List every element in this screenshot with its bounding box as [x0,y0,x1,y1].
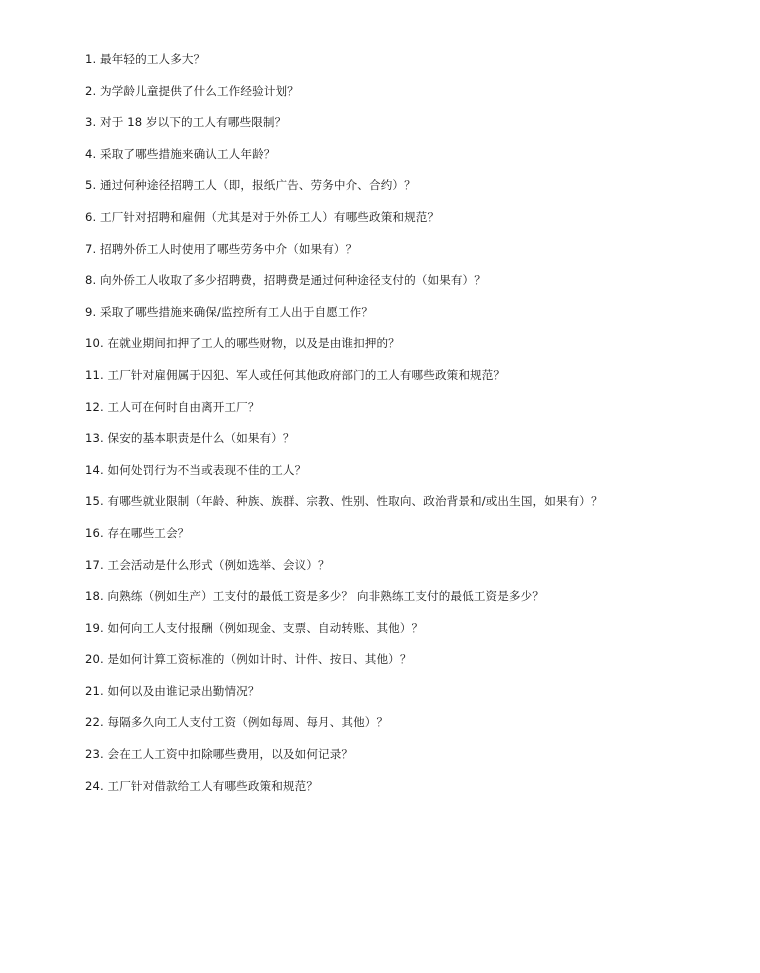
question-item: 1. 最年轻的工人多大？ [85,52,206,66]
question-item: 23. 会在工人工资中扣除哪些费用，以及如何记录？ [85,747,354,762]
question-item: 8. 向外侨工人收取了多少招聘费，招聘费是通过何种途径支付的（如果有）？ [85,273,486,288]
question-item: 5. 通过何种途径招聘工人（即，报纸广告、劳务中介、合约）？ [85,178,416,193]
question-item: 10. 在就业期间扣押了工人的哪些财物，以及是由谁扣押的？ [85,336,400,351]
question-item: 2. 为学龄儿童提供了什么工作经验计划？ [85,83,299,98]
question-item: 9. 采取了哪些措施来确保/监控所有工人出于自愿工作？ [85,304,374,319]
question-item: 11. 工厂针对雇佣属于囚犯、军人或任何其他政府部门的工人有哪些政策和规范？ [85,367,506,382]
question-item: 21. 如何以及由谁记录出勤情况？ [85,683,260,698]
question-item: 3. 对于 18 岁以下的工人有哪些限制？ [85,115,287,130]
question-list [85,51,725,809]
question-item: 20. 是如何计算工资标准的（例如计时、计件、按日、其他）？ [85,652,412,667]
question-item: 14. 如何处罚行为不当或表现不佳的工人？ [85,462,307,477]
question-item: 18. 向熟练（例如生产）工支付的最低工资是多少？ 向非熟练工支付的最低工资是多少？ [85,589,544,604]
question-item: 24. 工厂针对借款给工人有哪些政策和规范？ [85,778,319,793]
question-item: 7. 招聘外侨工人时使用了哪些劳务中介（如果有）？ [85,241,358,256]
question-item: 19. 如何向工人支付报酬（例如现金、支票、自动转账、其他）？ [85,620,424,635]
question-item: 16. 存在哪些工会？ [85,525,190,540]
question-item: 15. 有哪些就业限制（年龄、种族、族群、宗教、性别、性取向、政治背景和/或出生国，如果有）？ [85,494,603,509]
question-item: 22. 每隔多久向工人支付工资（例如每周、每月、其他）？ [85,715,389,730]
question-item: 12. 工人可在何时自由离开工厂？ [85,399,260,414]
question-item: 13. 保安的基本职责是什么（如果有）？ [85,431,295,446]
question-item: 6. 工厂针对招聘和雇佣（尤其是对于外侨工人）有哪些政策和规范？ [85,209,440,224]
question-item: 4. 采取了哪些措施来确认工人年龄？ [85,146,276,161]
question-item: 17. 工会活动是什么形式（例如选举、会议）？ [85,557,330,572]
